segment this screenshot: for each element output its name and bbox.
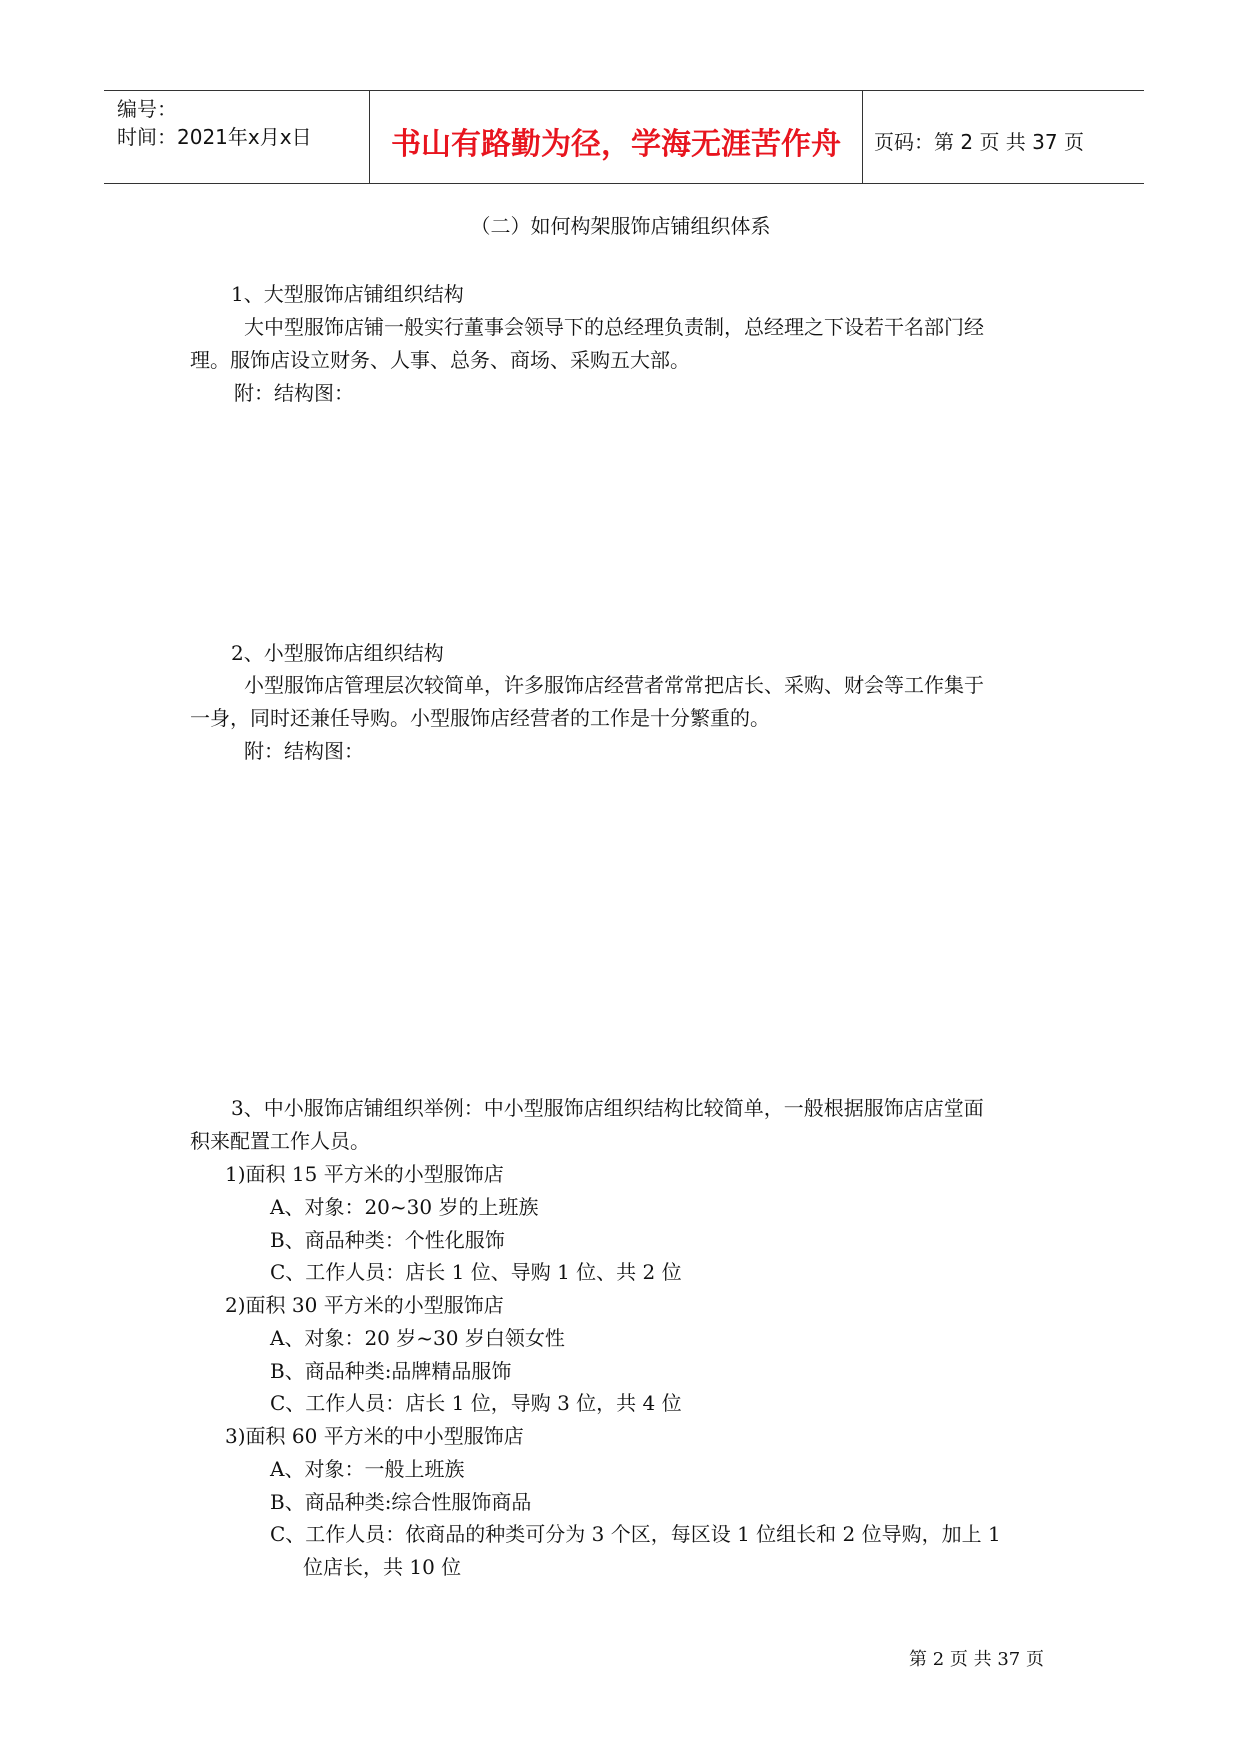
page-footer: 第 2 页 共 37 页 [909,1649,1044,1670]
header-divider-left [369,90,370,183]
part2-heading: 2、小型服饰店组织结构 [231,641,444,665]
part1-paragraph-line1: 大中型服饰店铺一般实行董事会领导下的总经理负责制，总经理之下设若干名部门经 [244,315,984,339]
case1-item-c: C、工作人员：店长 1 位、导购 1 位、共 2 位 [270,1260,682,1284]
part2-paragraph-line2: 一身，同时还兼任导购。小型服饰店经营者的工作是十分繁重的。 [190,706,770,730]
case3-item-b: B、商品种类:综合性服饰商品 [270,1490,532,1514]
case2-item-b: B、商品种类:品牌精品服饰 [270,1359,512,1383]
case3-item-c-line2: 位店长，共 10 位 [303,1555,462,1579]
header-motto: 书山有路勤为径，学海无涯苦作舟 [391,127,841,162]
part1-paragraph-line2: 理。服饰店设立财务、人事、总务、商场、采购五大部。 [190,348,690,372]
case1-title: 1)面积 15 平方米的小型服饰店 [225,1162,504,1186]
part1-figure-label: 附：结构图： [234,381,354,405]
header-number-label: 编号： [117,97,177,121]
part3-intro-line1: 3、中小服饰店铺组织举例：中小型服饰店组织结构比较简单，一般根据服饰店店堂面 [231,1096,984,1120]
header-time-label: 时间：2021年x月x日 [117,125,312,149]
header-top-rule [104,90,1144,91]
case2-item-a: A、对象：20 岁~30 岁白领女性 [270,1326,565,1350]
case1-item-b: B、商品种类：个性化服饰 [270,1228,505,1252]
case3-title: 3)面积 60 平方米的中小型服饰店 [225,1424,524,1448]
header-bottom-rule [104,183,1144,184]
case3-item-a: A、对象：一般上班族 [270,1457,465,1481]
case2-title: 2)面积 30 平方米的小型服饰店 [225,1293,504,1317]
case3-item-c-line1: C、工作人员：依商品的种类可分为 3 个区，每区设 1 位组长和 2 位导购，加上 1 [270,1522,1001,1546]
header-page-label: 页码：第 2 页 共 37 页 [874,130,1084,154]
part1-heading: 1、大型服饰店铺组织结构 [231,282,464,306]
section-title: （二）如何构架服饰店铺组织体系 [470,214,771,238]
header-divider-right [862,90,863,183]
part2-paragraph-line1: 小型服饰店管理层次较简单，许多服饰店经营者常常把店长、采购、财会等工作集于 [244,673,984,697]
part2-figure-label: 附：结构图： [244,739,364,763]
case1-item-a: A、对象：20~30 岁的上班族 [270,1195,539,1219]
case2-item-c: C、工作人员：店长 1 位，导购 3 位，共 4 位 [270,1391,682,1415]
part3-intro-line2: 积来配置工作人员。 [190,1129,370,1153]
